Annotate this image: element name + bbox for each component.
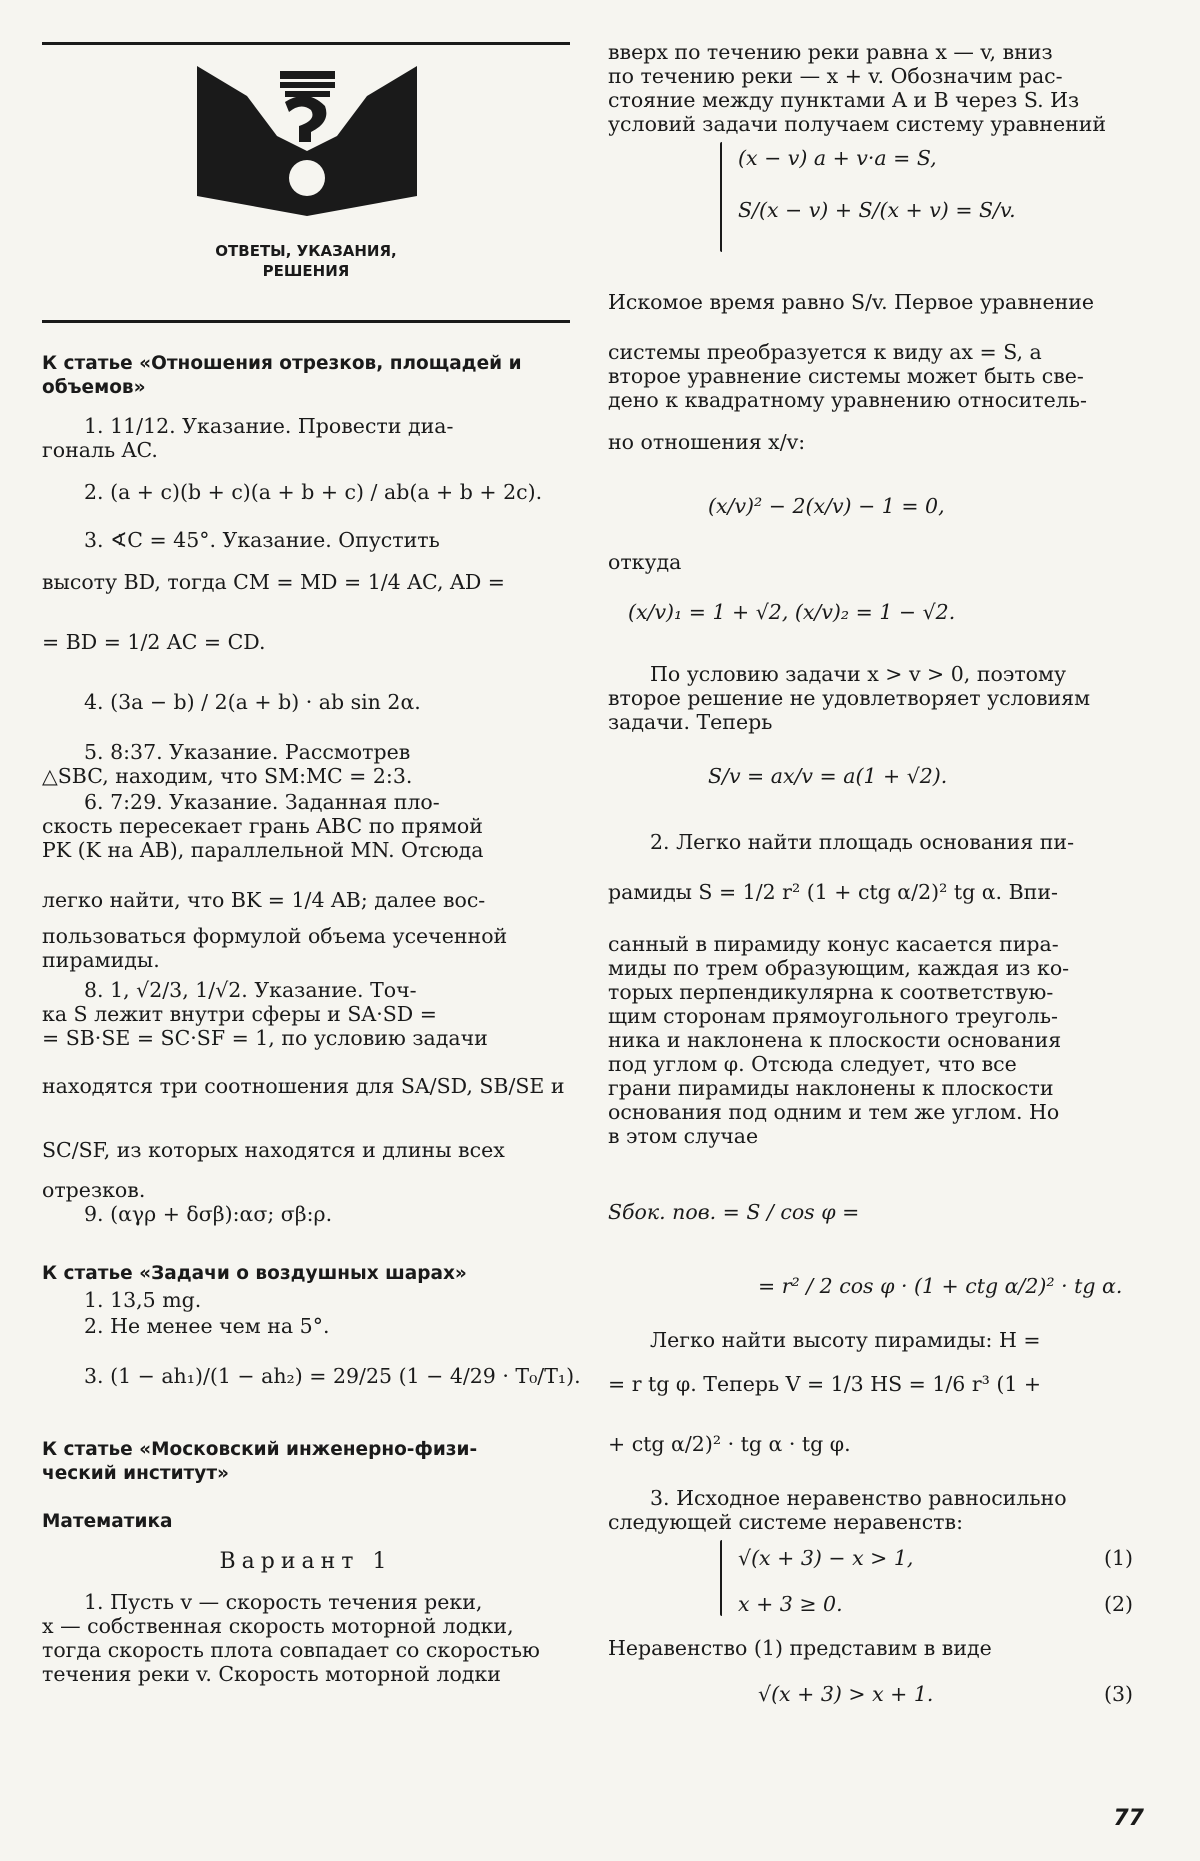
system-equation: S/(x − v) + S/(x + v) = S/v.: [738, 198, 1016, 222]
body-line: второе решение не удовлетворяет условиям: [608, 686, 1091, 710]
equation-label: (3): [1104, 1682, 1134, 1706]
answer-line: = BD = 1/2 AC = CD.: [42, 630, 266, 654]
answer-line: = SB·SE = SC·SF = 1, по условию задачи: [42, 1026, 488, 1050]
body-line: основания под одним и тем же углом. Но: [608, 1100, 1060, 1124]
logo-caption-1: ОТВЕТЫ, УКАЗАНИЯ,: [215, 242, 397, 260]
body-line: 3. Исходное неравенство равносильно: [650, 1486, 1067, 1510]
section-3-heading-1: К статье «Московский инженерно-физи-: [42, 1439, 478, 1460]
inequality: √(x + 3) − x > 1,: [738, 1546, 914, 1570]
answer-line: находятся три соотношения для SA/SD, SB/SE и: [42, 1074, 565, 1098]
page-number: 77: [1113, 1806, 1144, 1831]
section-1-heading-2: объемов»: [42, 377, 146, 398]
body-line: рамиды S = 1/2 r² (1 + ctg α/2)² tg α. Впи-: [608, 880, 1058, 904]
answer-line: гональ AC.: [42, 438, 158, 462]
answer-line: PK (K на AB), параллельной MN. Отсюда: [42, 838, 484, 862]
body-line: 2. Легко найти площадь основания пи-: [650, 830, 1075, 854]
body-line: течения реки v. Скорость моторной лодки: [42, 1662, 501, 1686]
body-line: + ctg α/2)² · tg α · tg φ.: [608, 1432, 851, 1456]
roots-equation: (x/v)₁ = 1 + √2, (x/v)₂ = 1 − √2.: [628, 600, 956, 624]
body-line: торых перпендикулярна к соответствую-: [608, 980, 1054, 1004]
answer-line: ка S лежит внутри сферы и SA·SD =: [42, 1002, 437, 1026]
answer-line: △SBC, находим, что SM:MC = 2:3.: [42, 764, 413, 788]
body-line: откуда: [608, 550, 682, 574]
section-2-heading: К статье «Задачи о воздушных шарах»: [42, 1263, 467, 1284]
quadratic-equation: (x/v)² − 2(x/v) − 1 = 0,: [708, 494, 945, 518]
body-line: Неравенство (1) представим в виде: [608, 1636, 992, 1660]
system-equation: (x − v) a + v·a = S,: [738, 146, 937, 170]
inequality: √(x + 3) > x + 1.: [758, 1682, 934, 1706]
body-line: = r tg φ. Теперь V = 1/3 HS = 1/6 r³ (1 +: [608, 1372, 1042, 1396]
body-line: щим сторонам прямоугольного треуголь-: [608, 1004, 1058, 1028]
answer-line: 3. ∢C = 45°. Указание. Опустить: [84, 528, 440, 552]
section-3-heading-2: ческий институт»: [42, 1463, 229, 1484]
answer-line: отрезков.: [42, 1178, 146, 1202]
body-line: следующей системе неравенств:: [608, 1510, 963, 1534]
answer-line: 1. 11/12. Указание. Провести диа-: [84, 414, 454, 438]
answer-line: 2. Не менее чем на 5°.: [84, 1314, 330, 1338]
body-line: стояние между пунктами A и B через S. Из: [608, 88, 1080, 112]
body-line: под углом φ. Отсюда следует, что все: [608, 1052, 1017, 1076]
lateral-area-equation: Sбок. пов. = S / cos φ =: [608, 1200, 860, 1224]
answer-line: SC/SF, из которых находятся и длины всех: [42, 1138, 505, 1162]
section-rule: [42, 320, 570, 323]
body-line: Искомое время равно S/v. Первое уравнение: [608, 290, 1095, 314]
answer-line: 3. (1 − ah₁)/(1 − ah₂) = 29/25 (1 − 4/29 · T₀/T₁).: [84, 1364, 581, 1388]
body-line: По условию задачи x > v > 0, поэтому: [650, 662, 1067, 686]
body-line: но отношения x/v:: [608, 430, 806, 454]
body-line: грани пирамиды наклонены к плоскости: [608, 1076, 1054, 1100]
lateral-area-equation: = r² / 2 cos φ · (1 + ctg α/2)² · tg α.: [758, 1274, 1123, 1298]
system-brace: [720, 142, 722, 252]
body-line: системы преобразуется к виду ax = S, а: [608, 340, 1042, 364]
answer-line: пирамиды.: [42, 948, 160, 972]
body-line: Легко найти высоту пирамиды: H =: [650, 1328, 1041, 1352]
answer-line: 6. 7:29. Указание. Заданная пло-: [84, 790, 440, 814]
equation-label: (2): [1104, 1592, 1134, 1616]
answer-line: пользоваться формулой объема усеченной: [42, 924, 508, 948]
system-brace: [720, 1540, 722, 1616]
body-line: в этом случае: [608, 1124, 759, 1148]
answer-line: 1. 13,5 mg.: [84, 1288, 202, 1312]
body-line: 1. Пусть v — скорость течения реки,: [84, 1590, 483, 1614]
answer-line: высоту BD, тогда CM = MD = 1/4 AC, AD =: [42, 570, 505, 594]
body-line: по течению реки — x + v. Обозначим рас-: [608, 64, 1063, 88]
body-line: x — собственная скорость моторной лодки,: [42, 1614, 514, 1638]
time-equation: S/v = ax/v = a(1 + √2).: [708, 764, 948, 788]
section-1-heading-1: К статье «Отношения отрезков, площадей и: [42, 353, 522, 374]
body-line: ника и наклонена к плоскости основания: [608, 1028, 1062, 1052]
answer-line: 5. 8:37. Указание. Рассмотрев: [84, 740, 411, 764]
body-line: дено к квадратному уравнению относитель-: [608, 388, 1087, 412]
answer-line: 9. (αγρ + δσβ):ασ; σβ:ρ.: [84, 1202, 333, 1226]
answer-line: 2. (a + c)(b + c)(a + b + c) / ab(a + b + 2c).: [84, 480, 543, 504]
body-line: санный в пирамиду конус касается пира-: [608, 932, 1059, 956]
variant-title: Вариант 1: [219, 1549, 393, 1574]
inequality: x + 3 ≥ 0.: [738, 1592, 843, 1616]
body-line: вверх по течению реки равна x — v, вниз: [608, 40, 1053, 64]
section-3-subheading: Математика: [42, 1511, 173, 1532]
question-logo-icon: [197, 66, 417, 216]
answer-line: скость пересекает грань ABC по прямой: [42, 814, 483, 838]
body-line: тогда скорость плота совпадает со скоростью: [42, 1638, 540, 1662]
body-line: задачи. Теперь: [608, 710, 773, 734]
answer-line: легко найти, что BK = 1/4 AB; далее вос-: [42, 888, 486, 912]
body-line: миды по трем образующим, каждая из ко-: [608, 956, 1070, 980]
logo-caption-2: РЕШЕНИЯ: [262, 262, 350, 280]
answer-line: 4. (3a − b) / 2(a + b) · ab sin 2α.: [84, 690, 421, 714]
body-line: второе уравнение системы может быть све-: [608, 364, 1084, 388]
equation-label: (1): [1104, 1546, 1134, 1570]
top-rule: [42, 42, 570, 45]
answer-line: 8. 1, √2/3, 1/√2. Указание. Точ-: [84, 978, 417, 1002]
body-line: условий задачи получаем систему уравнений: [608, 112, 1107, 136]
